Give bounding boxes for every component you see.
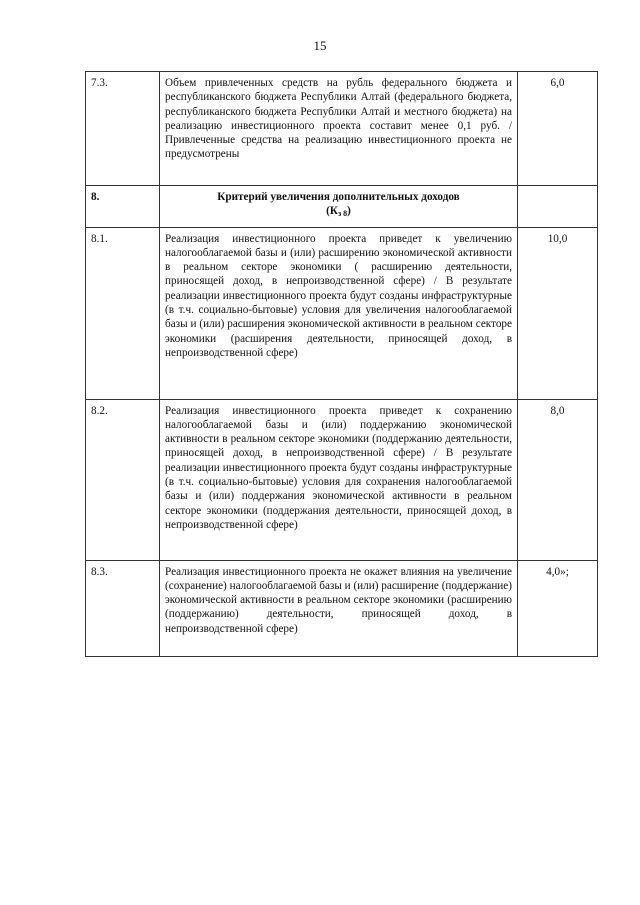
- row-number: 8.1.: [86, 227, 160, 399]
- table-row: [86, 560, 598, 656]
- section-title-cell: [160, 186, 518, 228]
- page-number: 15: [313, 38, 327, 53]
- criterion-description: Реализация инвестиционного проекта не окажет влияния на увеличение (сохранение) налогооблагаемой базы и (или) расширение (поддержание) экономической активности в реальном секторе экономики (расширению (поддержанию) деятельности, приносящей доход, в непроизводственной сфере): [160, 560, 518, 656]
- criteria-table: [85, 71, 598, 657]
- section-title: Критерий увеличения дополнительных доходов: [217, 191, 460, 203]
- criterion-score: 10,0: [518, 227, 598, 399]
- table-row: [86, 227, 598, 399]
- section-number: 8.: [86, 186, 160, 228]
- row-number: 7.3.: [86, 72, 160, 186]
- table-row: [86, 72, 598, 186]
- criterion-description: Реализация инвестиционного проекта приведет к сохранению налогооблагаемой базы и (или) поддержанию экономической активности в реальном секторе экономики (поддержанию деятельности, приносящей доход, в непроизводственной сфере) / В результате реализации инвестиционного проекта будут созданы инфраструктурные (в т.ч. социально-бытовые) условия для сохранения налогооблагаемой базы и (или) поддержания экономической активности в реальном секторе экономики (поддержания деятельности, приносящей доход, в непроизводственной сфере): [160, 399, 518, 560]
- row-number: 8.2.: [86, 399, 160, 560]
- row-number: 8.3.: [86, 560, 160, 656]
- section-header-row: [86, 186, 598, 228]
- section-coefficient: $(К_{з 8})$: [326, 205, 351, 219]
- criterion-score: 8,0: [518, 399, 598, 560]
- section-score: [518, 186, 598, 228]
- criterion-description: Реализация инвестиционного проекта приведет к увеличению налогооблагаемой базы и (или) расширению экономической активности в реальном секторе экономики ( расширению деятельности, приносящей доход, в непроизводственной сфере) / В результате реализации инвестиционного проекта будут созданы инфраструктурные (в т.ч. социально-бытовые) условия для увеличения налогооблагаемой базы и (или) расширения экономической активности в реальном секторе экономики (расширения деятельности, приносящей доход, в непроизводственной сфере): [160, 227, 518, 399]
- criterion-score: 4,0»;: [518, 560, 598, 656]
- criterion-score: 6,0: [518, 72, 598, 186]
- criterion-description: Объем привлеченных средств на рубль федерального бюджета и республиканского бюджета Республики Алтай (федерального бюджета, республиканского бюджета Республики Алтай и местного бюджета) на реализацию инвестиционного проекта составит менее 0,1 руб. / Привлеченные средства на реализацию инвестиционного проекта не предусмотрены: [160, 72, 518, 186]
- table-row: [86, 399, 598, 560]
